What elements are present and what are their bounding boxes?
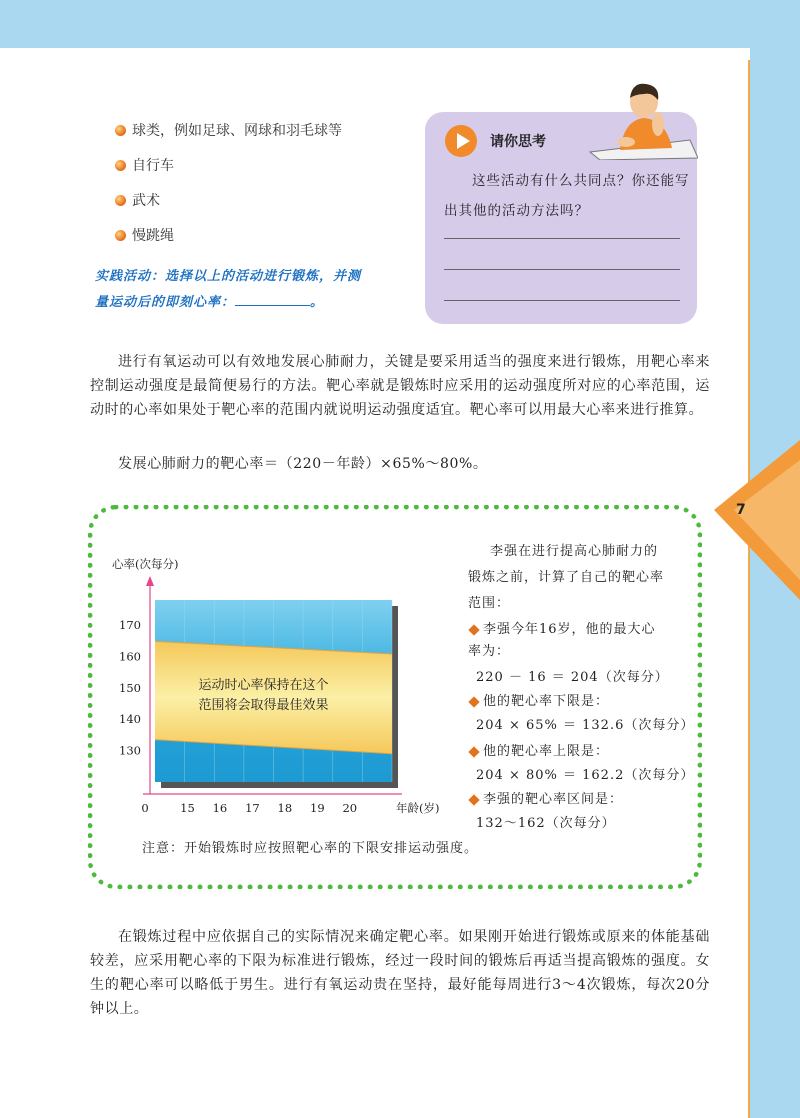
- side-calc: 132～162（次每分）: [476, 816, 616, 831]
- formula-text: 发展心肺耐力的靶心率＝（220－年龄）×65%～80%。: [118, 456, 488, 472]
- y-tick-label: 170: [119, 618, 141, 633]
- diamond-icon: [468, 794, 479, 805]
- side-text: 率为：: [468, 644, 511, 659]
- fill-blank[interactable]: [235, 291, 310, 306]
- answer-line: [444, 269, 680, 270]
- paragraph-guidance: 在锻炼过程中应依据自己的实际情况来确定靶心率。如果刚开始进行锻炼或原来的体能基础较差，应采用靶心率的下限为标准进行锻炼，经过一段时间的锻炼后再适当提高锻炼的强度。女生的靶心率可以略低于男生。进行有氧运动贵在坚持，最好能每周进行3～4次锻炼，每次20分钟以上。: [90, 929, 710, 1017]
- side-intro: 锻炼之前，计算了自己的靶心率: [468, 570, 665, 585]
- think-title: 请你思考: [490, 134, 546, 150]
- y-tick-label: 160: [119, 649, 141, 664]
- origin-label: 0: [141, 801, 149, 815]
- activity-item: 武术: [115, 190, 160, 210]
- answer-line: [444, 238, 680, 239]
- y-axis-arrow: [146, 576, 154, 586]
- x-axis-label: 年龄(岁): [396, 801, 440, 815]
- paragraph-aerobic: 进行有氧运动可以有效地发展心肺耐力，关键是要采用适当的强度来进行锻炼，用靶心率来控制运动强度是最简便易行的方法。靶心率就是锻炼时应采用的运动强度所对应的心率范围，运动时的心率如果处于靶心率的范围内就说明运动强度适宜。靶心率可以用最大心率来进行推算。: [90, 354, 710, 418]
- side-bullet-item: 李强的靶心率区间是：: [470, 788, 623, 807]
- activity-item: 慢跳绳: [115, 225, 174, 245]
- activity-item: 球类，例如足球、网球和羽毛球等: [115, 120, 342, 140]
- side-intro: 范围：: [468, 596, 511, 611]
- band-label: 运动时心率保持在这个: [198, 677, 329, 693]
- target-heart-rate-chart: [110, 550, 440, 820]
- y-tick-label: 150: [119, 680, 141, 695]
- page-number: 7: [736, 502, 746, 518]
- x-tick-label: 17: [245, 801, 260, 815]
- top-border-band: [0, 0, 800, 48]
- page-corner-tab: [714, 440, 800, 600]
- x-tick-label: 15: [180, 801, 195, 815]
- y-axis-label: 心率(次每分): [112, 557, 179, 571]
- side-intro: 李强在进行提高心肺耐力的: [490, 544, 659, 559]
- y-tick-label: 130: [119, 743, 141, 758]
- band-label: 范围将会取得最佳效果: [198, 697, 329, 713]
- diamond-icon: [468, 624, 479, 635]
- x-tick-label: 19: [310, 801, 325, 815]
- note-text: 注意：开始锻炼时应按照靶心率的下限安排运动强度。: [142, 841, 479, 856]
- play-icon: [444, 124, 478, 158]
- student-thinking-illustration: [580, 80, 698, 160]
- side-bullet-item: 他的靶心率上限是：: [470, 740, 609, 759]
- diamond-icon: [468, 696, 479, 707]
- side-bullet-item: 李强今年16岁，他的最大心: [470, 618, 656, 637]
- side-calc: 220 － 16 ＝ 204（次每分）: [476, 670, 669, 685]
- bullet-icon: [115, 230, 126, 241]
- x-tick-label: 20: [342, 801, 358, 815]
- practice-activity: 实践活动：选择以上的活动进行锻炼，并测 量运动后的即刻心率： 。: [95, 269, 362, 310]
- diamond-icon: [468, 746, 479, 757]
- side-calc: 204 × 80% ＝ 162.2（次每分）: [476, 768, 695, 783]
- x-tick-label: 16: [212, 801, 228, 815]
- side-bullet-item: 他的靶心率下限是：: [470, 690, 609, 709]
- bullet-icon: [115, 195, 126, 206]
- activity-item: 自行车: [115, 155, 174, 175]
- think-question: 这些活动有什么共同点？你还能写出其他的活动方法吗？: [444, 173, 690, 219]
- bullet-icon: [115, 125, 126, 136]
- x-tick-label: 18: [277, 801, 293, 815]
- answer-line: [444, 300, 680, 301]
- side-calc: 204 × 65% ＝ 132.6（次每分）: [476, 718, 695, 733]
- y-tick-label: 140: [119, 712, 141, 727]
- bullet-icon: [115, 160, 126, 171]
